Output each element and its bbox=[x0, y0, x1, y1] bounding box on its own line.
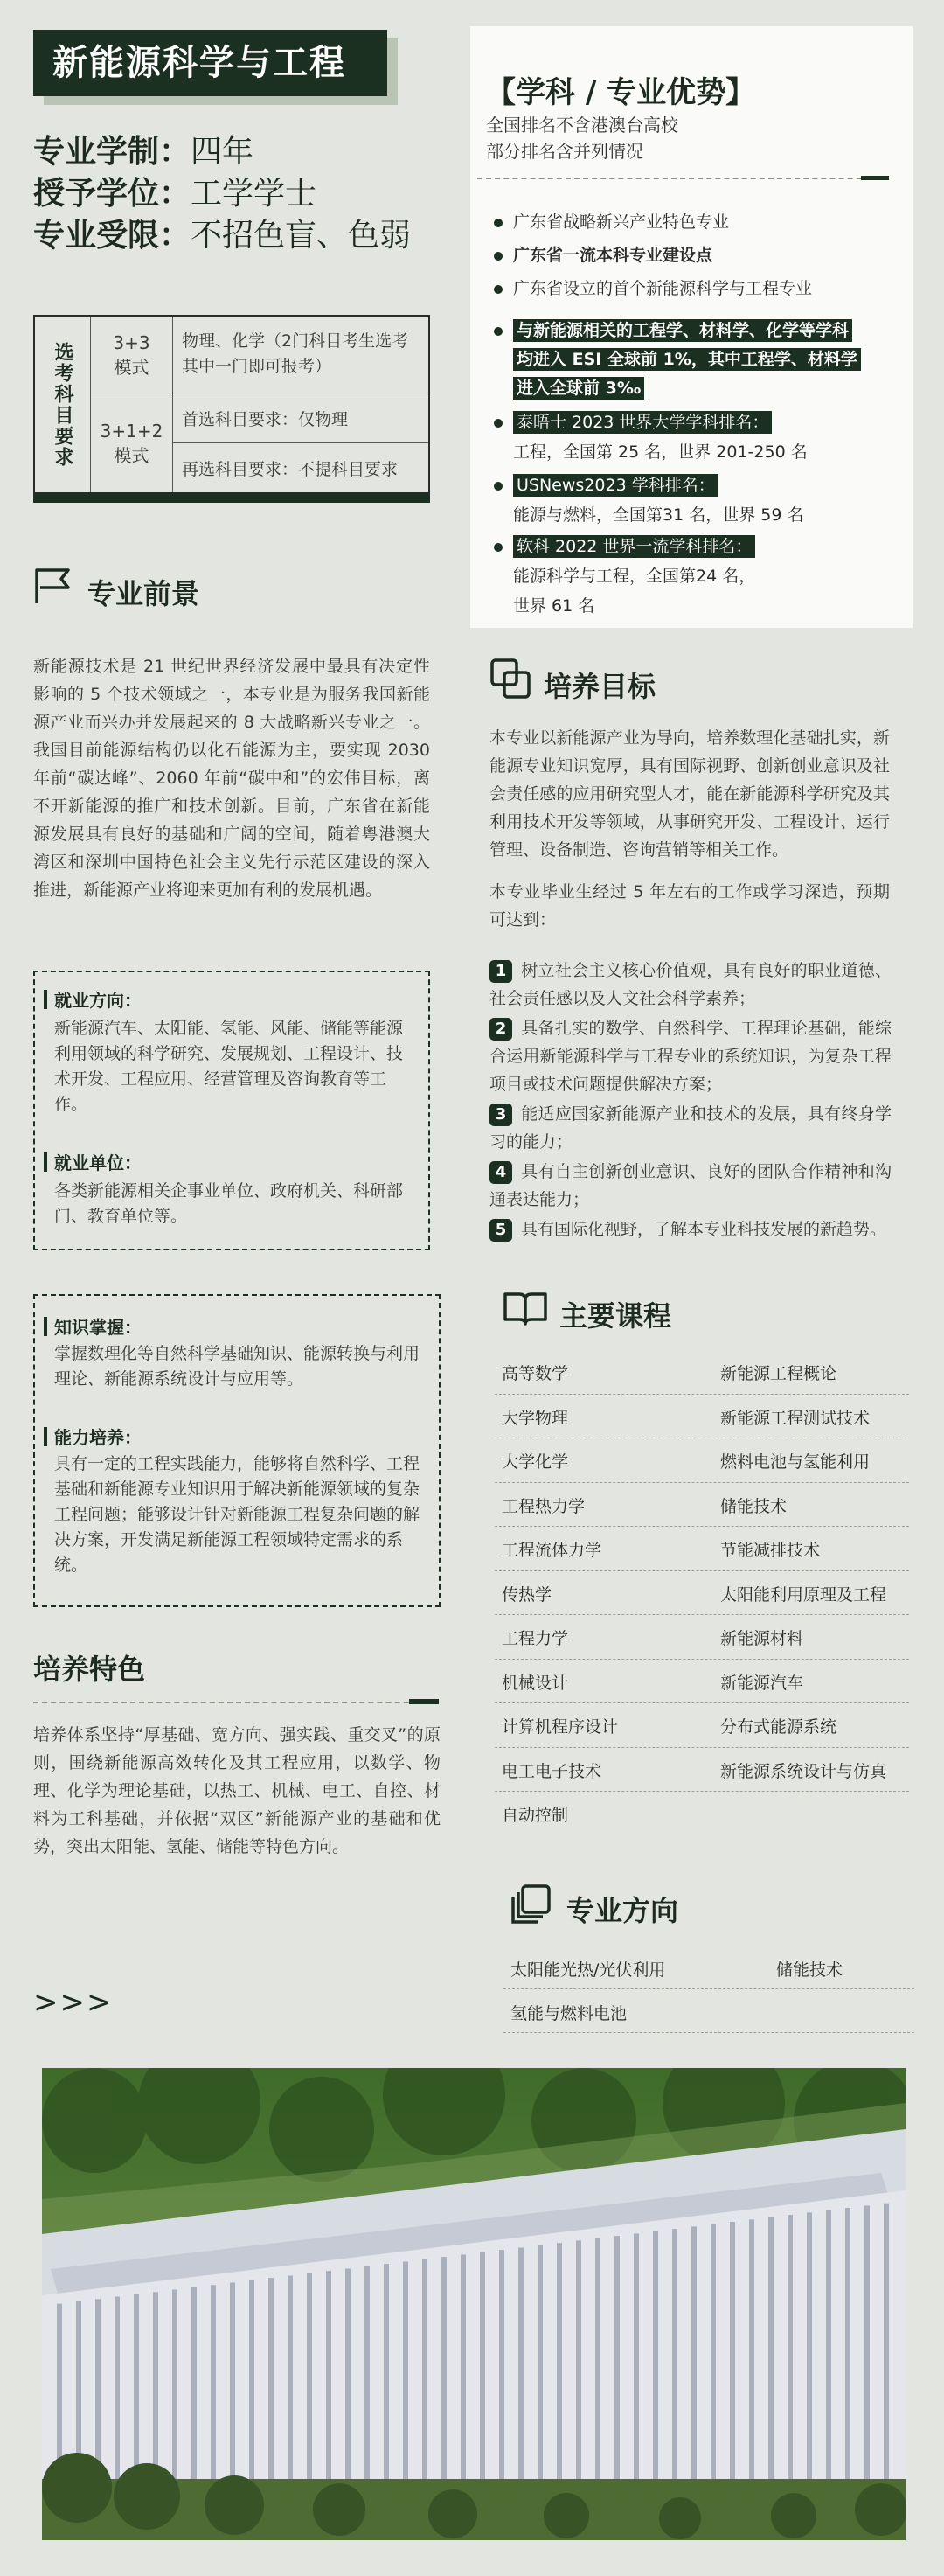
degree-value: 工学学士 bbox=[191, 176, 317, 212]
course-name: 计算机程序设计 bbox=[502, 1717, 619, 1737]
goal-item: 4 具有自主创新创业意识、良好的团队合作精神和沟通表达能力； bbox=[489, 1162, 892, 1209]
ranking-times: 泰晤士 2023 世界大学学科排名： 工程，全国第 25 名，世界 201-250 名 bbox=[494, 407, 808, 467]
goal-item: 3 能适应国家新能源产业和技术的发展，具有终身学习的能力； bbox=[489, 1104, 892, 1152]
bullet-icon bbox=[494, 219, 503, 227]
restriction-value: 不招色盲、色弱 bbox=[191, 218, 412, 254]
goal-number: 3 bbox=[489, 1104, 512, 1126]
course-name: 工程流体力学 bbox=[502, 1541, 602, 1560]
mode1-row bbox=[91, 317, 428, 393]
courses-table bbox=[495, 1350, 909, 1836]
direction-item: 太阳能光热/光伏利用 bbox=[510, 1960, 666, 1980]
goal-number: 1 bbox=[489, 960, 512, 983]
course-row bbox=[495, 1350, 909, 1395]
course-name: 工程力学 bbox=[502, 1629, 569, 1648]
panel-divider-accent bbox=[861, 176, 889, 180]
degree-row bbox=[33, 173, 316, 215]
advantage-note bbox=[486, 112, 678, 164]
employment-unit-text: 各类新能源相关企事业单位、政府机关、科研部门、教育单位等。 bbox=[54, 1181, 404, 1226]
goal-number: 2 bbox=[489, 1018, 512, 1041]
advantage-title: 【学科 / 专业优势】 bbox=[486, 75, 756, 110]
course-name: 大学化学 bbox=[502, 1452, 569, 1472]
accent-bar bbox=[44, 990, 47, 1009]
bullet-icon bbox=[494, 285, 503, 294]
goal-number: 4 bbox=[489, 1161, 512, 1184]
course-name: 储能技术 bbox=[720, 1496, 788, 1516]
directions-heading: 专业方向 bbox=[566, 1894, 679, 1927]
features-divider-accent bbox=[409, 1699, 439, 1704]
restriction-row bbox=[33, 215, 411, 257]
goal-item: 1 树立社会主义核心价值观，具有良好的职业道德、社会责任感以及人文社会科学素养； bbox=[489, 961, 892, 1008]
bullet-icon bbox=[494, 252, 503, 261]
employment-direction-text: 新能源汽车、太阳能、氢能、风能、储能等能源利用领域的科学研究、发展规划、工程设计、技术开发、工程应用、经营管理及咨询教育等工作。 bbox=[54, 1019, 404, 1114]
employment-direction-heading: 就业方向： bbox=[54, 990, 142, 1011]
course-row bbox=[495, 1615, 909, 1660]
features-heading: 培养特色 bbox=[33, 1653, 146, 1686]
mode2-label: 3+1+2 模式 bbox=[91, 393, 173, 492]
ability-text: 具有一定的工程实践能力，能够将自然科学、工程基础和新能源专业知识用于解决新能源领域的复杂工程问题；能够设计针对新能源工程复杂问题的解决方案，开发满足新能源工程领域特定需求的系统。 bbox=[54, 1454, 420, 1575]
ranking-shanghai: 软科 2022 世界一流学科排名： 能源科学与工程，全国第24 名， 世界 61 名 bbox=[494, 532, 755, 621]
direction-divider bbox=[503, 1988, 914, 1989]
duration-label: 专业学制： bbox=[33, 134, 191, 170]
knowledge-text: 掌握数理化等自然科学基础知识、能源转换与利用理论、新能源系统设计与应用等。 bbox=[54, 1344, 420, 1389]
goals-intro-2: 本专业毕业生经过 5 年左右的工作或学习深造，预期可达到： bbox=[489, 882, 890, 929]
knowledge-heading: 知识掌握： bbox=[54, 1317, 142, 1338]
course-name: 高等数学 bbox=[502, 1364, 569, 1383]
course-name: 节能减排技术 bbox=[720, 1541, 821, 1560]
mode2-first: 首选科目要求：仅物理 bbox=[182, 410, 349, 429]
campus-building-photo bbox=[42, 2068, 906, 2540]
advantage-item: 广东省一流本科专业建设点 bbox=[494, 243, 712, 268]
course-name: 新能源材料 bbox=[720, 1629, 804, 1648]
bullet-icon bbox=[494, 419, 503, 428]
course-name: 燃料电池与氢能利用 bbox=[720, 1452, 871, 1472]
course-name: 自动控制 bbox=[502, 1806, 569, 1825]
bullet-icon bbox=[494, 543, 503, 552]
course-name: 分布式能源系统 bbox=[720, 1717, 837, 1737]
subject-requirements-table bbox=[33, 315, 430, 503]
course-name: 工程热力学 bbox=[502, 1496, 586, 1516]
prospect-text: 新能源技术是 21 世纪世界经济发展中最具有决定性影响的 5 个技术领域之一，本专业是为服务我国新能源产业而兴办并发展起来的 8 大战略新兴专业之一。我国目前能源结构仍以化石能源为主，要实现 2030 年前“碳达峰”、2060 年前“碳中和”的宏伟目标，离不开新能源的推广和技术创新。目前，广东省在新能源发展具有良好的基础和广阔的空间，随着粤港澳大湾区和深圳中国特色社会主义先行示范区建设的深入推进，新能源产业将迎来更加有利的发展机遇。 bbox=[33, 657, 430, 900]
flag-icon bbox=[33, 567, 75, 609]
goal-item: 2 具备扎实的数学、自然科学、工程理论基础，能综合运用新能源科学与工程专业的系统知识，为复杂工程项目或技术问题提供解决方案； bbox=[489, 1019, 892, 1094]
course-name: 太阳能利用原理及工程 bbox=[720, 1584, 887, 1605]
direction-item: 氢能与燃料电池 bbox=[510, 2004, 628, 2023]
mode2-second: 再选科目要求：不提科目要求 bbox=[182, 460, 399, 479]
restriction-label: 专业受限： bbox=[33, 218, 191, 254]
course-name: 新能源系统设计与仿真 bbox=[720, 1761, 887, 1781]
course-name: 新能源汽车 bbox=[720, 1673, 804, 1693]
bullet-icon bbox=[494, 327, 503, 336]
course-row bbox=[495, 1748, 909, 1793]
goals-intro: 本专业以新能源产业为导向，培养数理化基础扎实，新能源专业知识宽厚，具有国际视野、创新创业意识及社会责任感的应用研究型人才，能在新能源科学研究及其利用技术开发等领域，从事研究开发、工程设计、运行管理、设备制造、咨询营销等相关工作。 bbox=[489, 728, 890, 860]
mode1-label: 3+3 模式 bbox=[91, 317, 173, 393]
goals-heading: 培养目标 bbox=[544, 670, 656, 703]
features-divider bbox=[33, 1702, 435, 1703]
advantage-esi: 与新能源相关的工程学、材料学、化学等学科 均进入 ESI 全球前 1%，其中工程学、材料学 进入全球前 3‰ bbox=[494, 317, 861, 403]
ranking-usnews: USNews2023 学科排名： 能源与燃料，全国第31 名，世界 59 名 bbox=[494, 470, 803, 530]
goal-item: 5 具有国际化视野，了解本专业科技发展的新趋势。 bbox=[489, 1215, 892, 1243]
direction-item: 储能技术 bbox=[776, 1960, 843, 1980]
page-title: 新能源科学与工程 bbox=[33, 30, 387, 96]
layers-icon bbox=[510, 1883, 552, 1929]
course-row bbox=[495, 1438, 909, 1483]
table-divider bbox=[173, 442, 428, 443]
employment-box bbox=[33, 971, 430, 1250]
course-name: 新能源工程概论 bbox=[720, 1364, 837, 1383]
courses-heading: 主要课程 bbox=[559, 1299, 672, 1333]
course-row bbox=[495, 1483, 909, 1528]
course-name: 传热学 bbox=[502, 1584, 552, 1605]
subject-side-label: 选考科目要求 bbox=[35, 317, 91, 492]
accent-bar bbox=[44, 1152, 47, 1172]
advantage-note-2: 部分排名含并列情况 bbox=[486, 141, 643, 162]
accent-bar bbox=[44, 1317, 47, 1336]
features-text: 培养体系坚持“厚基础、宽方向、强实践、重交叉”的原则，围绕新能源高效转化及其工程应用，以数学、物理、化学为理论基础，以热工、机械、电工、自控、材料为工科基础，并依据“双区”新能源产业的基础和优势，突出太阳能、氢能、储能等特色方向。 bbox=[33, 1725, 441, 1856]
bullet-icon bbox=[494, 482, 503, 491]
course-row bbox=[495, 1527, 909, 1571]
course-name: 大学物理 bbox=[502, 1408, 569, 1428]
course-name: 新能源工程测试技术 bbox=[720, 1408, 871, 1428]
target-icon bbox=[489, 658, 533, 703]
prospect-heading: 专业前景 bbox=[87, 577, 200, 610]
goals-list bbox=[489, 957, 892, 1243]
ability-heading: 能力培养： bbox=[54, 1427, 142, 1448]
mode1-desc: 物理、化学（2门科目考生选考其中一门即可报考） bbox=[182, 331, 409, 376]
skills-box bbox=[33, 1294, 441, 1607]
advantage-item: 广东省战略新兴产业特色专业 bbox=[494, 210, 729, 234]
panel-divider bbox=[477, 178, 888, 179]
goal-number: 5 bbox=[489, 1219, 512, 1242]
advantage-item: 广东省设立的首个新能源科学与工程专业 bbox=[494, 276, 812, 301]
accent-bar bbox=[44, 1427, 47, 1446]
degree-label: 授予学位： bbox=[33, 176, 191, 212]
course-row bbox=[495, 1660, 909, 1704]
book-icon bbox=[502, 1289, 549, 1331]
employment-unit-heading: 就业单位： bbox=[54, 1152, 142, 1173]
course-row bbox=[495, 1703, 909, 1748]
course-name: 电工电子技术 bbox=[502, 1761, 602, 1781]
course-row bbox=[495, 1792, 909, 1836]
arrows-icon: >>> bbox=[33, 1985, 114, 2020]
duration-row bbox=[33, 131, 253, 173]
advantage-note-1: 全国排名不含港澳台高校 bbox=[486, 115, 678, 136]
course-row bbox=[495, 1395, 909, 1439]
direction-divider bbox=[503, 2032, 914, 2033]
course-name: 机械设计 bbox=[502, 1673, 569, 1693]
course-row bbox=[495, 1571, 909, 1616]
duration-value: 四年 bbox=[191, 134, 254, 170]
